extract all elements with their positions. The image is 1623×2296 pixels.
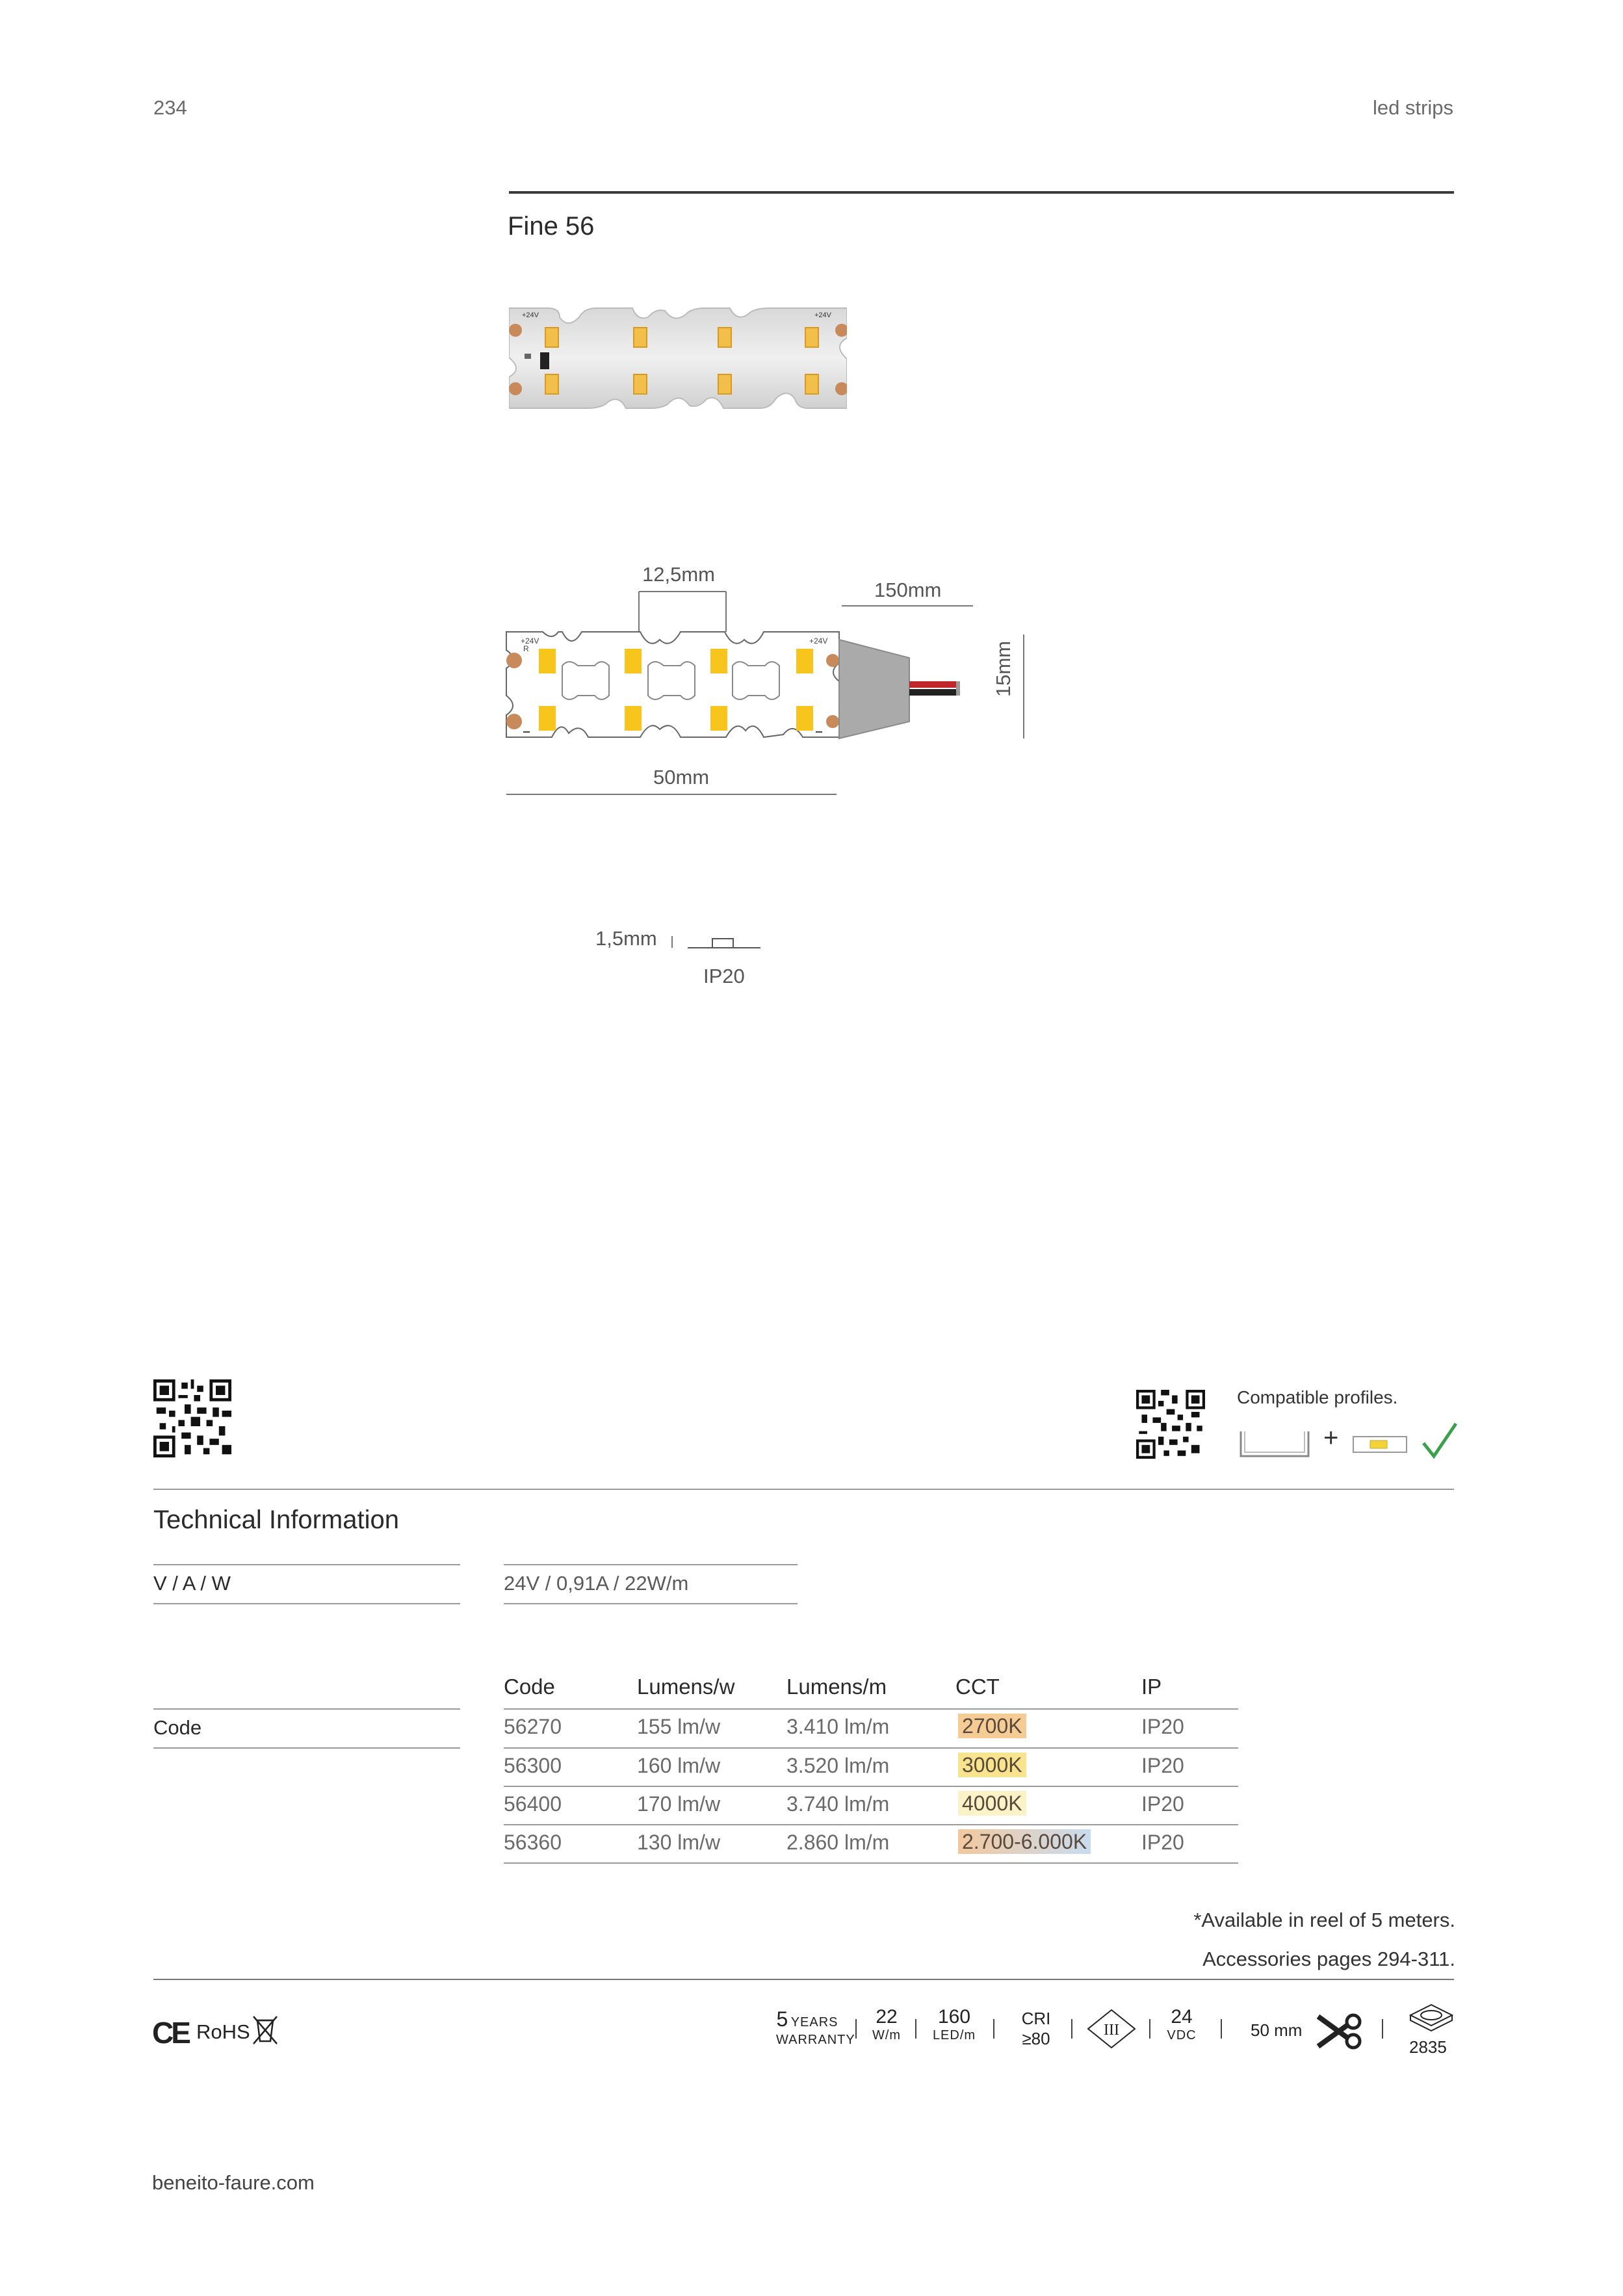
spec-separator <box>1071 2019 1072 2039</box>
drawing-marking-left: +24V <box>521 636 539 646</box>
table-row-rule <box>504 1824 1238 1825</box>
cri-spec <box>1010 2009 1062 2049</box>
warranty-number: 5 <box>776 2007 788 2031</box>
vaw-rule-top <box>153 1564 460 1565</box>
power-unit: W/m <box>872 2028 902 2042</box>
weee-bin-icon <box>251 2014 279 2046</box>
segment-length-label: 50mm <box>653 766 710 789</box>
pitch-label: 12,5mm <box>642 563 715 586</box>
spec-separator <box>855 2019 857 2039</box>
cct-badge: 4000K <box>958 1791 1026 1816</box>
spec-separator <box>993 2019 994 2039</box>
code-label: Code <box>153 1716 202 1739</box>
thickness-label: 1,5mm <box>595 927 657 950</box>
voltage-number: 24 <box>1171 2006 1193 2028</box>
profile-icon <box>1238 1428 1311 1460</box>
cable-length-label: 150mm <box>874 579 942 601</box>
strip-marking-right: +24V <box>814 311 831 319</box>
cri-value: ≥80 <box>1022 2029 1050 2048</box>
power-spec <box>867 2006 906 2043</box>
row-lumens-w: 160 lm/w <box>637 1754 721 1777</box>
website[interactable]: beneito-faure.com <box>152 2171 315 2194</box>
led-density-spec <box>928 2006 980 2043</box>
thickness-icon <box>669 932 767 952</box>
row-lumens-m: 2.860 lm/m <box>786 1831 890 1854</box>
cct-badge: 3000K <box>958 1753 1026 1777</box>
chip-type: 2835 <box>1409 2037 1447 2057</box>
product-title: Fine 56 <box>508 212 595 241</box>
row-ip: IP20 <box>1141 1831 1184 1854</box>
code-label-rule-top <box>153 1708 460 1710</box>
rohs-mark: RoHS <box>196 2020 250 2043</box>
col-ip: IP <box>1141 1675 1162 1699</box>
section-title: led strips <box>1372 96 1453 119</box>
row-ip: IP20 <box>1141 1754 1184 1777</box>
code-label-rule-bottom <box>153 1747 460 1749</box>
row-code: 56400 <box>504 1792 562 1816</box>
voltage-unit: VDC <box>1167 2028 1197 2042</box>
row-code: 56270 <box>504 1715 562 1738</box>
tech-heading: Technical Information <box>153 1506 399 1534</box>
led-strip-photo <box>509 306 847 411</box>
table-row-rule <box>504 1786 1238 1787</box>
led-number: 160 <box>937 2006 971 2028</box>
cut-length: 50 mm <box>1251 2020 1303 2040</box>
led-unit: LED/m <box>932 2028 976 2042</box>
spec-separator <box>1149 2019 1150 2039</box>
scissors-icon <box>1316 2011 1365 2052</box>
cri-label: CRI <box>1021 2009 1051 2028</box>
tech-top-rule <box>153 1489 1454 1490</box>
vaw-rule-bottom <box>153 1603 460 1604</box>
vaw-value-rule-bottom <box>504 1603 798 1604</box>
table-header-rule <box>504 1708 1238 1710</box>
dimension-drawing <box>504 585 1050 800</box>
row-lumens-w: 170 lm/w <box>637 1792 721 1816</box>
col-cct: CCT <box>955 1675 1000 1699</box>
col-lumens-m: Lumens/m <box>786 1675 887 1699</box>
cct-badge: 2700K <box>958 1714 1026 1738</box>
row-lumens-w: 155 lm/w <box>637 1715 721 1738</box>
qr-code-left[interactable] <box>153 1379 231 1457</box>
plus-sign: + <box>1323 1424 1339 1452</box>
strip-icon <box>1352 1435 1408 1454</box>
title-rule <box>509 191 1454 194</box>
spec-separator <box>915 2019 916 2039</box>
drawing-marking-right: +24V <box>809 636 828 646</box>
row-code: 56300 <box>504 1754 562 1777</box>
vaw-label: V / A / W <box>153 1572 231 1595</box>
class-label: III <box>1104 2022 1119 2039</box>
row-lumens-w: 130 lm/w <box>637 1831 721 1854</box>
row-lumens-m: 3.520 lm/m <box>786 1754 890 1777</box>
drawing-marking-r: R <box>523 644 529 653</box>
chip-icon <box>1404 2002 1459 2033</box>
cct-badge: 2.700-6.000K <box>958 1829 1091 1854</box>
warranty-years: YEARS <box>790 2015 838 2029</box>
row-ip: IP20 <box>1141 1792 1184 1816</box>
strip-marking-left: +24V <box>522 311 539 319</box>
row-code: 56360 <box>504 1831 562 1854</box>
row-ip: IP20 <box>1141 1715 1184 1738</box>
power-number: 22 <box>876 2006 898 2028</box>
row-lumens-m: 3.740 lm/m <box>786 1792 890 1816</box>
spec-separator <box>1221 2019 1222 2039</box>
page-number: 234 <box>153 96 187 119</box>
reel-note: *Available in reel of 5 meters. <box>1193 1909 1455 1931</box>
vaw-value-rule-top <box>504 1564 798 1565</box>
table-row-rule <box>504 1747 1238 1749</box>
ce-mark: CE <box>152 2016 188 2050</box>
specs-rule <box>153 1979 1454 1980</box>
voltage-spec <box>1158 2006 1205 2043</box>
col-lumens-w: Lumens/w <box>637 1675 735 1699</box>
class-iii-icon <box>1085 2009 1137 2049</box>
height-label: 15mm <box>992 640 1015 697</box>
accessories-note: Accessories pages 294-311. <box>1202 1948 1455 1970</box>
compatible-label: Compatible profiles. <box>1237 1387 1398 1407</box>
warranty-spec <box>776 2007 855 2048</box>
col-code: Code <box>504 1675 555 1699</box>
protection-label: IP20 <box>703 965 745 987</box>
check-icon <box>1421 1421 1459 1460</box>
spec-separator <box>1382 2019 1383 2039</box>
row-lumens-m: 3.410 lm/m <box>786 1715 890 1738</box>
qr-code-right[interactable] <box>1136 1390 1205 1459</box>
table-row-rule <box>504 1862 1238 1864</box>
warranty-label: WARRANTY <box>776 2033 855 2047</box>
vaw-value: 24V / 0,91A / 22W/m <box>504 1572 689 1595</box>
